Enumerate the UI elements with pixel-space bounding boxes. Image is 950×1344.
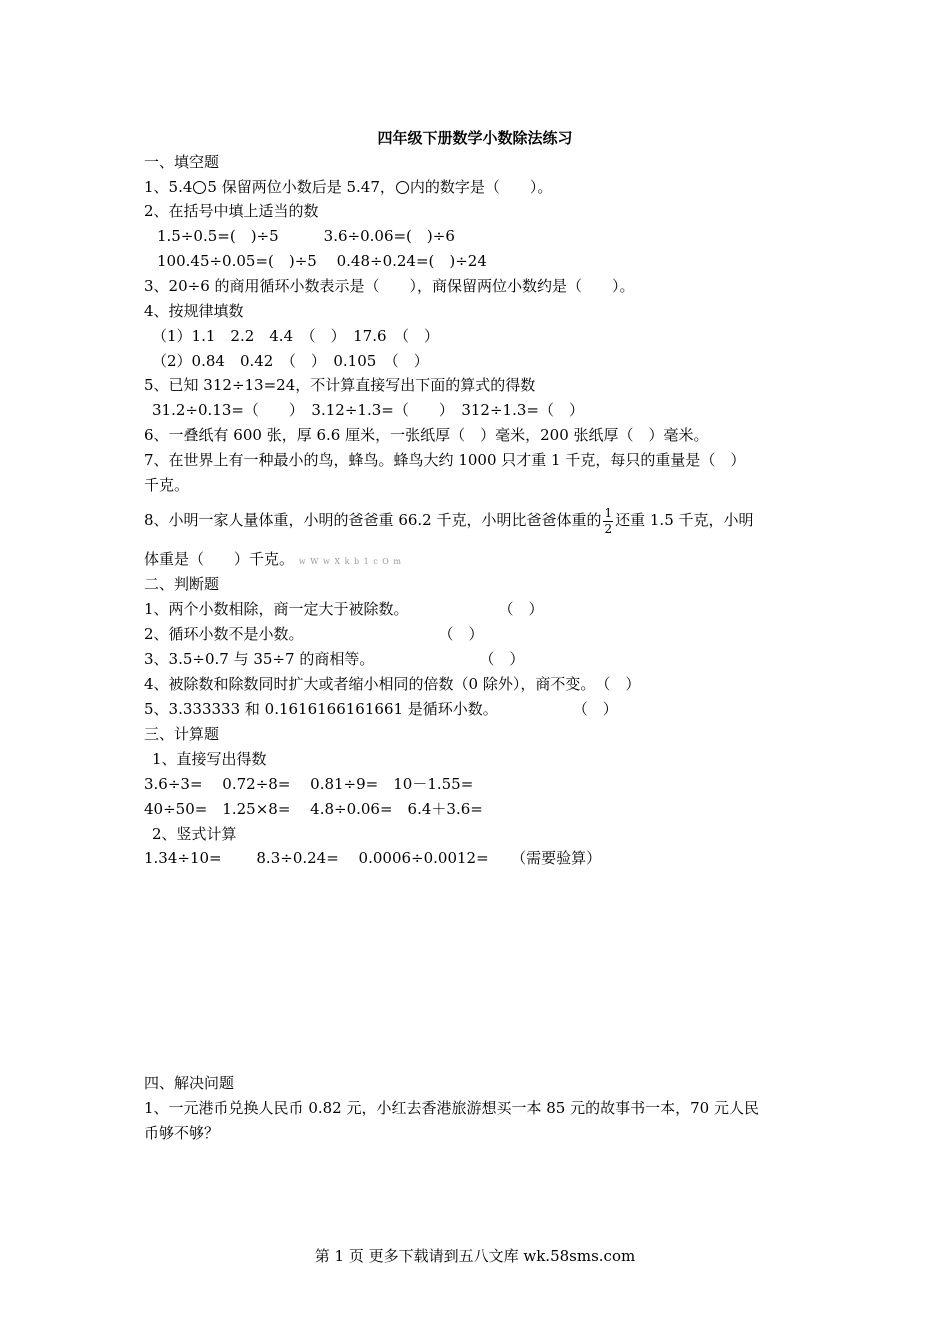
fill-q5-row-1: 31.2÷0.13=（ ） 3.12÷1.3=（ ） 312÷1.3=（ ）: [152, 401, 584, 419]
fill-question-1: [144, 177, 552, 197]
section-judge-heading: 二、判断题: [144, 575, 220, 593]
solve-question-1-line-2: 币够不够？: [144, 1124, 220, 1142]
judge-question-3: 3、3.5÷0.7 与 35÷7 的商相等。 （ ）: [144, 650, 525, 668]
judge-question-4: 4、被除数和除数同时扩大或者缩小相同的倍数（0 除外），商不变。 （ ）: [144, 675, 641, 693]
section-solve-heading: 四、解决问题: [144, 1074, 235, 1092]
fill-question-6: 6、一叠纸有 600 张，厚 6.6 厘米，一张纸厚（ ）毫米，200 张纸厚（ ）毫米。: [144, 426, 709, 444]
section-fill-heading: 一、填空题: [144, 153, 220, 171]
fraction-denominator: 2: [604, 521, 613, 536]
fill-q8-line-2-text: 体重是（ ）千克。: [144, 550, 295, 568]
fill-q2-row-1: 1.5÷0.5=( )÷5 3.6÷0.06=( )÷6: [157, 227, 455, 245]
fill-question-8: [144, 503, 754, 537]
fill-q4-row-1: （1）1.1 2.2 4.4 （ ） 17.6 （ ）: [152, 327, 440, 345]
fill-question-5: 5、已知 312÷13=24，不计算直接写出下面的算式的得数: [144, 376, 536, 394]
fraction-numerator: 1: [604, 505, 613, 520]
fill-q1-part-c: 内的数字是（ ）。: [409, 178, 553, 196]
fill-q1-part-a: 1、5.4: [144, 178, 193, 196]
calc-row-3: 1.34÷10= 8.3÷0.24= 0.0006÷0.0012= （需要验算）: [144, 849, 602, 867]
fill-q4-row-2: （2）0.84 0.42 （ ） 0.105 （ ）: [152, 352, 429, 370]
fill-question-7-line-2: 千克。: [144, 476, 190, 494]
watermark-text: w W w X k b 1 c O m: [298, 557, 402, 566]
page-footer: 第 1 页 更多下载请到五八文库 wk.58sms.com: [314, 1247, 636, 1265]
fill-question-3: 3、20÷6 的商用循环小数表示是（ ），商保留两位小数约是（ ）。: [144, 277, 635, 295]
page-title: 四年级下册数学小数除法练习: [377, 129, 573, 147]
fill-q1-part-b: 5 保留两位小数后是 5.47，: [207, 178, 395, 196]
circle-blank-icon: [193, 181, 206, 194]
calc-subheading-1: 1、直接写出得数: [152, 750, 267, 768]
calc-subheading-2: 2、竖式计算: [152, 825, 237, 843]
fill-question-7-line-1: 7、在世界上有一种最小的鸟，蜂鸟。蜂鸟大约 1000 只才重 1 千克，每只的重量是（ ）: [144, 451, 746, 469]
fraction-one-half: [603, 506, 613, 537]
judge-question-5: 5、3.333333 和 0.1616166161661 是循环小数。 （ ）: [144, 700, 618, 718]
fill-q8-part-a: 8、小明一家人量体重，小明的爸爸重 66.2 千克，小明比爸爸体重的: [144, 511, 602, 529]
fill-question-8-line-2: [144, 549, 402, 572]
judge-question-1: 1、两个小数相除，商一定大于被除数。 （ ）: [144, 600, 544, 618]
fill-question-4: 4、按规律填数: [144, 302, 244, 320]
judge-question-2: 2、循环小数不是小数。 （ ）: [144, 625, 484, 643]
section-calc-heading: 三、计算题: [144, 725, 220, 743]
circle-blank-icon: [396, 181, 409, 194]
fill-question-2: 2、在括号中填上适当的数: [144, 202, 319, 220]
fill-q2-row-2: 100.45÷0.05=( )÷5 0.48÷0.24=( )÷24: [157, 252, 487, 270]
solve-question-1-line-1: 1、一元港币兑换人民币 0.82 元，小红去香港旅游想买一本 85 元的故事书一本，70 元人民: [144, 1099, 759, 1117]
calc-row-2: 40÷50= 1.25×8= 4.8÷0.06= 6.4＋3.6=: [144, 800, 483, 818]
fill-q8-part-b: 还重 1.5 千克，小明: [615, 511, 754, 529]
calc-row-1: 3.6÷3= 0.72÷8= 0.81÷9= 10－1.55=: [144, 775, 474, 793]
